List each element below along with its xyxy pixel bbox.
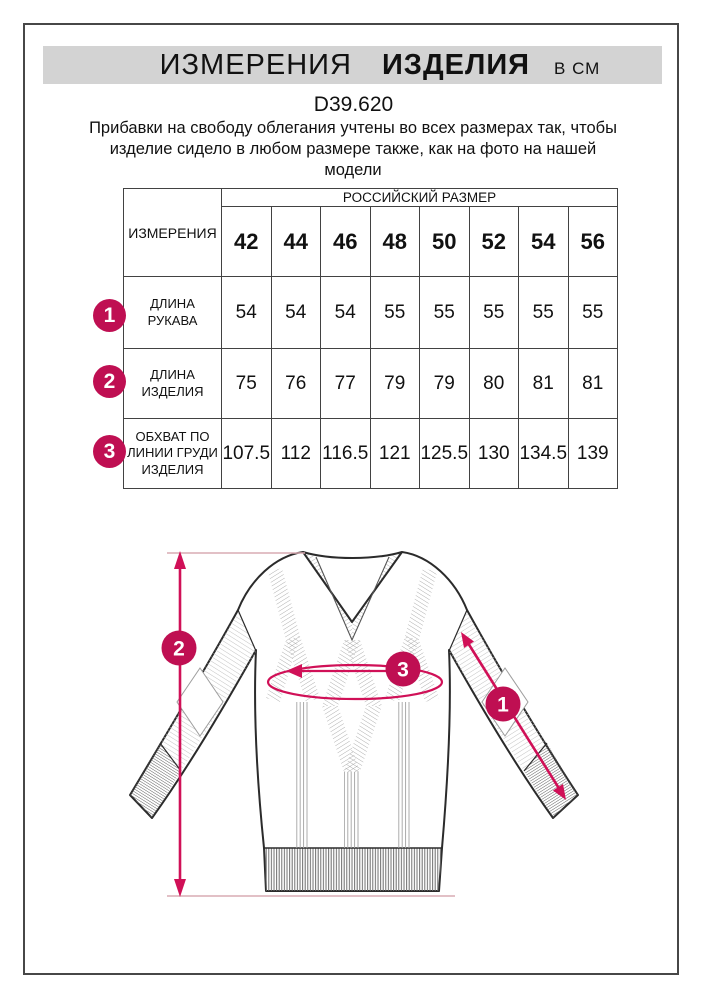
row-label: ОБХВАТ ПО ЛИНИИ ГРУДИ ИЗДЕЛИЯ: [124, 419, 222, 489]
value-cell: 55: [370, 277, 420, 349]
size-cell: 54: [519, 207, 569, 277]
fit-note-line: изделие сидело в любом размере также, как на фото на нашей: [109, 139, 597, 158]
value-cell: 54: [271, 277, 321, 349]
title-measurements: ИЗМЕРЕНИЯ: [159, 49, 352, 81]
value-cell: 80: [469, 349, 519, 419]
value-cell: 79: [420, 349, 470, 419]
value-cell: 55: [469, 277, 519, 349]
value-cell: 116.5: [321, 419, 371, 489]
size-cell: 50: [420, 207, 470, 277]
measure-badge-1: 1: [93, 299, 126, 332]
fit-note-line: модели: [324, 160, 382, 179]
title-unit-cm: В СМ: [554, 59, 601, 78]
value-cell: 76: [271, 349, 321, 419]
measure-badge-3: 3: [93, 435, 126, 468]
size-cell: 52: [469, 207, 519, 277]
product-code: D39.620: [313, 93, 394, 116]
row-label: ДЛИНА ИЗДЕЛИЯ: [124, 349, 222, 419]
russian-size-header-cell: РОССИЙСКИЙ РАЗМЕР: [222, 189, 618, 207]
size-cell: 44: [271, 207, 321, 277]
size-cell: 56: [568, 207, 618, 277]
svg-text:1: 1: [497, 693, 509, 717]
value-cell: 55: [519, 277, 569, 349]
hem-ribbing: [264, 848, 442, 891]
value-cell: 130: [469, 419, 519, 489]
value-cell: 112: [271, 419, 321, 489]
diagram-badge-1: [486, 687, 521, 722]
measurements-header-cell: ИЗМЕРЕНИЯ: [124, 189, 222, 277]
value-cell: 134.5: [519, 419, 569, 489]
diagram-badge-2: [162, 631, 197, 666]
value-cell: 107.5: [222, 419, 272, 489]
value-cell: 54: [222, 277, 272, 349]
value-cell: 75: [222, 349, 272, 419]
value-cell: 81: [519, 349, 569, 419]
value-cell: 77: [321, 349, 371, 419]
value-cell: 121: [370, 419, 420, 489]
value-cell: 54: [321, 277, 371, 349]
value-cell: 81: [568, 349, 618, 419]
value-cell: 79: [370, 349, 420, 419]
svg-text:3: 3: [397, 658, 409, 682]
svg-text:2: 2: [173, 637, 185, 661]
value-cell: 55: [568, 277, 618, 349]
size-cell: 48: [370, 207, 420, 277]
measure-badge-2: 2: [93, 365, 126, 398]
value-cell: 55: [420, 277, 470, 349]
title-product: ИЗДЕЛИЯ: [381, 49, 531, 81]
value-cell: 139: [568, 419, 618, 489]
row-label: ДЛИНА РУКАВА: [124, 277, 222, 349]
size-cell: 46: [321, 207, 371, 277]
size-cell: 42: [222, 207, 272, 277]
value-cell: 125.5: [420, 419, 470, 489]
fit-note-line: Прибавки на свободу облегания учтены во всех размерах так, чтобы: [89, 119, 617, 137]
diagram-badge-3: [386, 652, 421, 687]
